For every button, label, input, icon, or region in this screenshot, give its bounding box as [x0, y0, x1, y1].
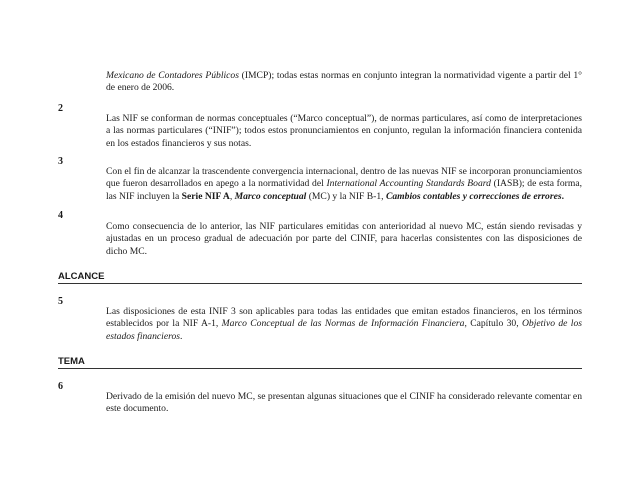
section-heading-tema: TEMA	[58, 356, 582, 369]
p3-text-g: (MC) y la NIF B-1,	[306, 190, 386, 202]
section-heading-alcance: ALCANCE	[58, 271, 582, 284]
paragraph-4: Como consecuencia de lo anterior, las NIF particulares emitidas con anterioridad al nuevo MC, están siendo revisadas y ajustadas en un proceso gradual de adecuación por parte del CINIF, para hacerlas consistentes con las disposiciones de dicho MC.	[106, 221, 582, 257]
p3-text-c: (IASB); de esta forma, las NIF incluyen la	[106, 178, 582, 202]
marco-conceptual-title-italic: Marco Conceptual de las Normas de Información Financiera	[221, 318, 465, 330]
paragraph-number-4: 4	[58, 210, 63, 221]
paragraph-3	[106, 166, 582, 203]
imcp-name-italic: Mexicano de Contadores Públicos	[106, 70, 239, 81]
paragraph-1-continuation	[106, 70, 582, 95]
serie-nif-a-bold: Serie NIF A	[181, 190, 230, 202]
paragraph-5	[106, 306, 582, 343]
p5-text-a: Las disposiciones de esta INIF 3 son aplicables para todas las entidades que emitan estados financieros, en los términos establecidos por la NIF A-1,	[106, 306, 582, 330]
paragraph-number-3: 3	[58, 156, 63, 167]
paragraph-number-2: 2	[58, 103, 63, 114]
paragraph-2: Las NIF se conforman de normas conceptuales (“Marco conceptual”), de normas particulares, así como de interpretaciones a las normas particulares (“INIF”); todos estos pronunciamientos en conjunto, regulan la información financiera contenida en los estados financieros y sus notas.	[106, 113, 582, 149]
p3-text-a: Con el fin de alcanzar la trascendente convergencia internacional, dentro de las nuevas NIF se incorporan pronunciamientos que fueron desarrollados en apego a la normatividad del	[106, 166, 582, 190]
paragraph-6: Derivado de la emisión del nuevo MC, se presentan algunas situaciones que el CINIF ha considerado relevante comentar en este documento.	[106, 391, 582, 415]
p3-text-i: .	[561, 190, 564, 202]
paragraph-number-6: 6	[58, 381, 63, 392]
paragraph-1-text: (IMCP); todas estas normas en conjunto integran la normatividad vigente a partir del 1° de enero de 2006.	[106, 70, 582, 94]
objetivo-title-italic: Objetivo de los estados financieros	[106, 318, 582, 342]
p5-text-c: , Capítulo 30,	[464, 318, 522, 330]
paragraph-number-5: 5	[58, 296, 63, 307]
iasb-name-italic: International Accounting Standards Board	[326, 178, 491, 190]
p3-text-e: ,	[229, 190, 235, 202]
marco-conceptual-bold-italic: Marco conceptual	[234, 190, 307, 202]
cambios-contables-bold-italic: Cambios contables y correcciones de errores	[385, 190, 562, 202]
p5-text-e: .	[180, 330, 183, 342]
